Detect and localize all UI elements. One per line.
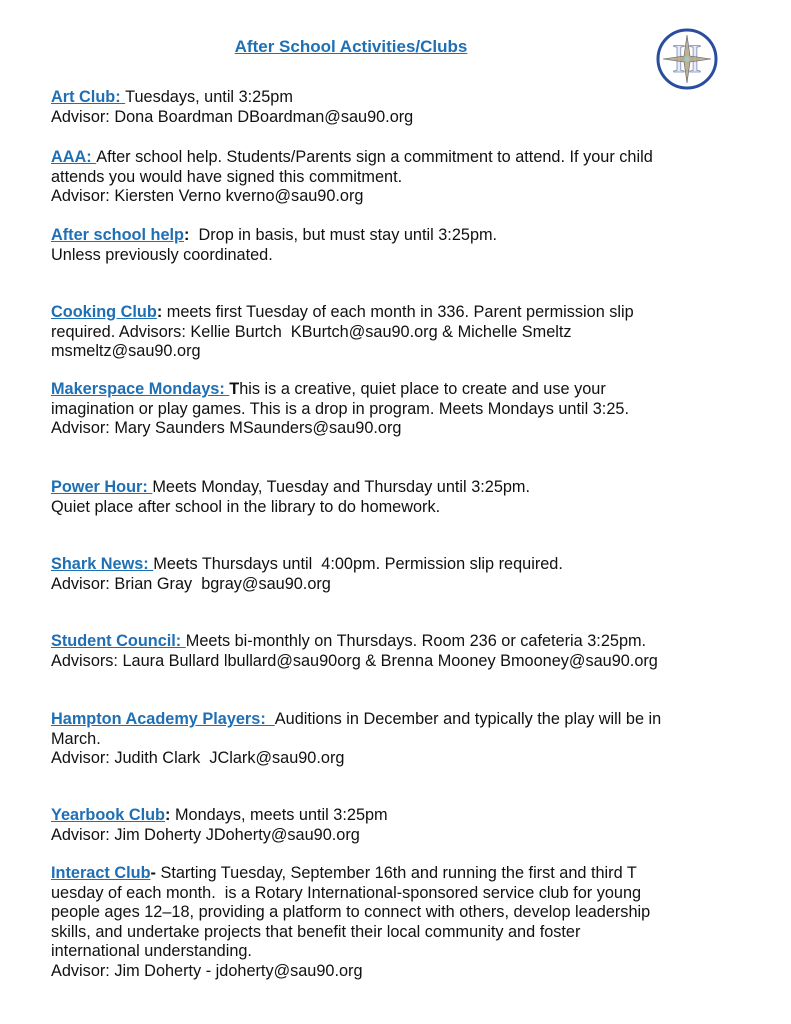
entry-line: Advisor: Jim Doherty - jdoherty@sau90.org (51, 961, 363, 980)
entry-line (51, 226, 771, 246)
club-name-suffix: : (183, 226, 190, 244)
school-logo-icon (655, 27, 719, 91)
club-entry (51, 88, 771, 127)
entry-line (51, 864, 771, 884)
entry-line: msmeltz@sau90.org (51, 342, 201, 360)
entry-line: March. (51, 729, 101, 748)
club-name-link[interactable]: Student Council: (51, 632, 186, 650)
entry-line (51, 380, 771, 400)
entry-text: Meets Thursdays until 4:00pm. Permission slip required. (153, 555, 563, 573)
club-name-link[interactable]: Shark News: (51, 555, 154, 573)
entry-line (51, 806, 771, 826)
entry-line (51, 710, 771, 730)
entry-line: Advisors: Laura Bullard lbullard@sau90org & Brenna Mooney Bmooney@sau90.org (51, 651, 658, 670)
club-entry (51, 632, 771, 671)
entry-text: meets first Tuesday of each month in 336. Parent permission slip (162, 303, 634, 321)
club-name-link[interactable]: After school help (51, 226, 184, 244)
entry-text: After school help. Students/Parents sign a commitment to attend. If your child (96, 148, 653, 166)
entry-line: Quiet place after school in the library to do homework. (51, 497, 441, 516)
entry-line: Advisor: Dona Boardman DBoardman@sau90.org (51, 107, 414, 126)
entry-text: Starting Tuesday, September 16th and running the first and third T (160, 864, 637, 882)
entry-line: required. Advisors: Kellie Burtch KBurtch@sau90.org & Michelle Smeltz (51, 322, 572, 341)
entry-line: international understanding. (51, 942, 252, 960)
club-entry (51, 380, 771, 439)
entry-line: Advisor: Mary Saunders MSaunders@sau90.org (51, 419, 402, 437)
club-name-link[interactable]: Interact Club (51, 864, 151, 882)
club-entry (51, 303, 771, 362)
club-name-link[interactable]: AAA: (51, 148, 97, 166)
club-name-link[interactable]: Power Hour: (51, 478, 153, 496)
page-title: After School Activities/Clubs (234, 37, 468, 56)
club-name-suffix: - (150, 864, 161, 882)
club-entry (51, 710, 771, 769)
club-name-link[interactable]: Art Club: (51, 88, 126, 106)
club-entry (51, 226, 771, 265)
entry-line (51, 148, 771, 168)
entry-text: Meets bi-monthly on Thursdays. Room 236 or cafeteria 3:25pm. (185, 632, 647, 650)
entry-line: Advisor: Kiersten Verno kverno@sau90.org (51, 187, 364, 205)
club-entry (51, 806, 771, 845)
entry-text: Meets Monday, Tuesday and Thursday until 3:25pm. (152, 478, 531, 496)
club-name-suffix: T (229, 380, 240, 398)
entry-line: skills, and undertake projects that benefit their local community and foster (51, 922, 581, 941)
entry-line: Advisor: Brian Gray bgray@sau90.org (51, 574, 331, 593)
entry-text: Drop in basis, but must stay until 3:25pm. (189, 226, 498, 244)
club-entry (51, 148, 771, 207)
entry-line: Unless previously coordinated. (51, 245, 273, 264)
entry-line: people ages 12–18, providing a platform to connect with others, develop leadership (51, 903, 651, 921)
club-name-link[interactable]: Cooking Club (51, 303, 157, 321)
entry-line: Advisor: Jim Doherty JDoherty@sau90.org (51, 825, 360, 844)
club-name-link[interactable]: Hampton Academy Players: (51, 710, 275, 728)
club-entry (51, 478, 771, 517)
club-name-link[interactable]: Makerspace Mondays: (51, 380, 230, 398)
club-name-suffix: : (156, 303, 163, 321)
entry-text: Mondays, meets until 3:25pm (170, 806, 388, 824)
entry-line (51, 632, 771, 652)
entry-text: Tuesdays, until 3:25pm (125, 88, 293, 106)
club-name-suffix: : (165, 806, 171, 824)
entry-text: Auditions in December and typically the play will be in (274, 710, 662, 728)
entry-line (51, 478, 771, 498)
club-entry (51, 864, 771, 981)
entry-line: imagination or play games. This is a drop in program. Meets Mondays until 3:25. (51, 399, 629, 418)
entry-line: Advisor: Judith Clark JClark@sau90.org (51, 749, 345, 767)
club-entry (51, 555, 771, 594)
entry-text: his is a creative, quiet place to create and use your (239, 380, 606, 398)
entry-line (51, 555, 771, 575)
entry-line (51, 88, 771, 108)
entry-line: attends you would have signed this commitment. (51, 167, 403, 186)
entry-line: uesday of each month. is a Rotary International-sponsored service club for young (51, 883, 642, 902)
entry-line (51, 303, 771, 323)
club-name-link[interactable]: Yearbook Club (51, 806, 165, 824)
